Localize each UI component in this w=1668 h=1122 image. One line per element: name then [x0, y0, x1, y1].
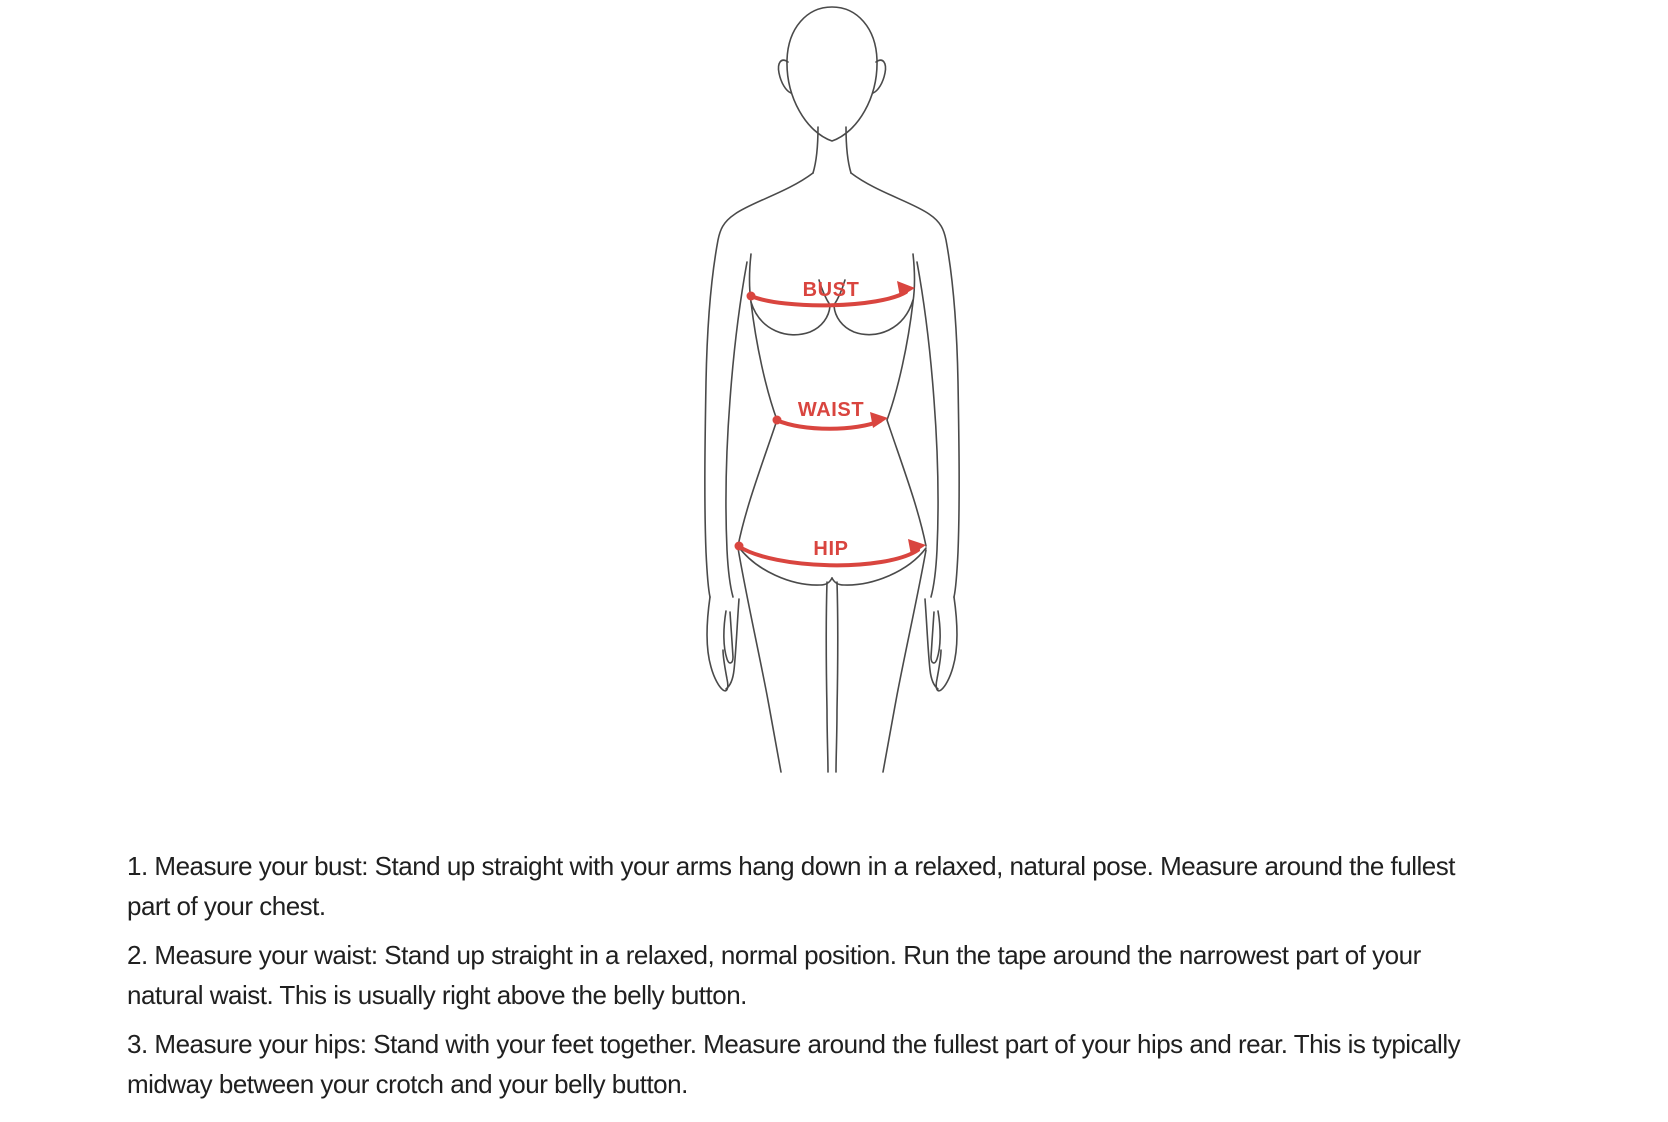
instruction-waist — [127, 935, 1460, 1015]
instruction-hips — [127, 1024, 1460, 1104]
instruction-line: natural waist. This is usually right above the belly button. — [127, 980, 747, 1010]
instruction-bust — [127, 846, 1460, 926]
instruction-line: 1. Measure your bust: Stand up straight with your arms hang down in a relaxed, natural pose. Measure around the fullest — [127, 851, 1455, 881]
measurement-diagram — [627, 0, 1037, 780]
hip-label: HIP — [813, 538, 849, 560]
waist-label: WAIST — [797, 399, 865, 421]
measurement-instructions — [127, 846, 1460, 1113]
bust-label: BUST — [802, 279, 860, 301]
instruction-line: part of your chest. — [127, 891, 326, 921]
body-outline — [705, 7, 959, 772]
instruction-line: 2. Measure your waist: Stand up straight in a relaxed, normal position. Run the tape around the narrowest part of your — [127, 940, 1421, 970]
instruction-line: midway between your crotch and your belly button. — [127, 1069, 688, 1099]
instruction-line: 3. Measure your hips: Stand with your feet together. Measure around the fullest part of your hips and rear. This is typically — [127, 1029, 1461, 1059]
body-outline-figure — [627, 0, 1037, 780]
